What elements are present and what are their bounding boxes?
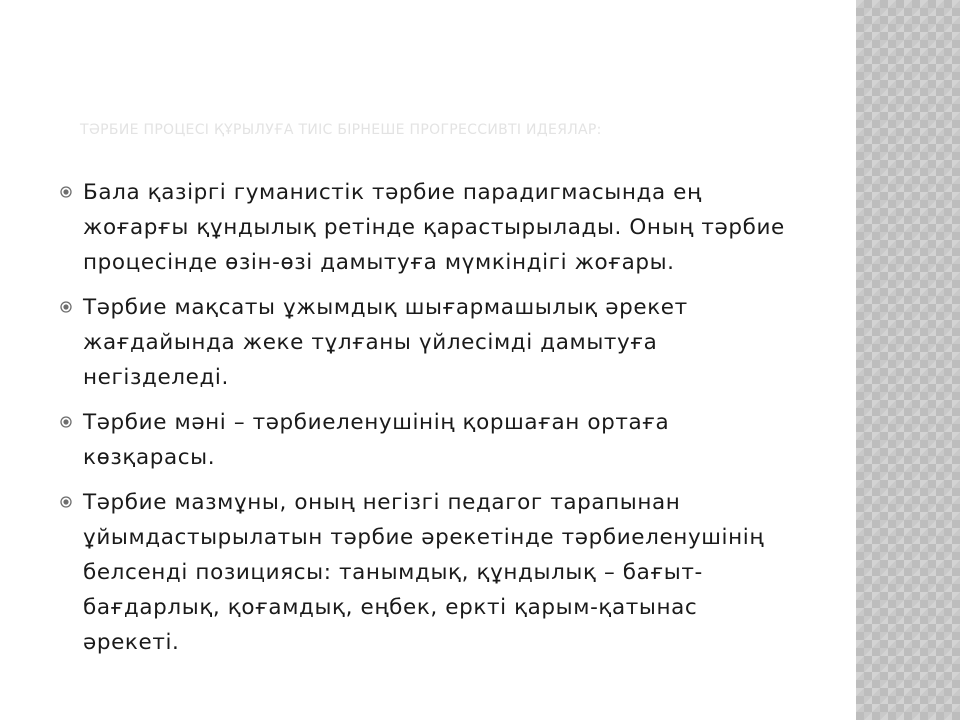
circle-target-icon — [60, 186, 72, 198]
circle-target-icon — [60, 496, 72, 508]
list-item — [58, 405, 798, 475]
list-item — [58, 290, 798, 395]
bullet-text: Бала қазіргі гуманистік тәрбие парадигмасында ең жоғарғы құндылық ретінде қарастырылады. Оның тәрбие процесінде өзін-өзі дамытуға мүмкіндігі жоғары. — [83, 180, 785, 275]
bullet-list — [58, 175, 798, 670]
bullet-text: Тәрбие мақсаты ұжымдық шығармашылық әрекет жағдайында жеке тұлғаны үйлесімді дамытуға негізделеді. — [83, 295, 688, 390]
bullet-text: Тәрбие мәні – тәрбиеленушінің қоршаған ортаға көзқарасы. — [83, 410, 670, 470]
slide-title: ТӘРБИЕ ПРОЦЕСІ ҚҰРЫЛУҒА ТИІС БІРНЕШЕ ПРОГРЕССИВТІ ИДЕЯЛАР: — [80, 122, 602, 138]
side-pattern-panel — [856, 0, 960, 720]
list-item — [58, 485, 798, 660]
circle-target-icon — [60, 416, 72, 428]
bullet-text: Тәрбие мазмұны, оның негізгі педагог тарапынан ұйымдастырылатын тәрбие әрекетінде тәрбиеленушінің белсенді позициясы: танымдық, құндылық – бағыт-бағдарлық, қоғамдық, еңбек, еркті қарым-қатынас әрекеті. — [83, 490, 765, 655]
circle-target-icon — [60, 301, 72, 313]
list-item — [58, 175, 798, 280]
